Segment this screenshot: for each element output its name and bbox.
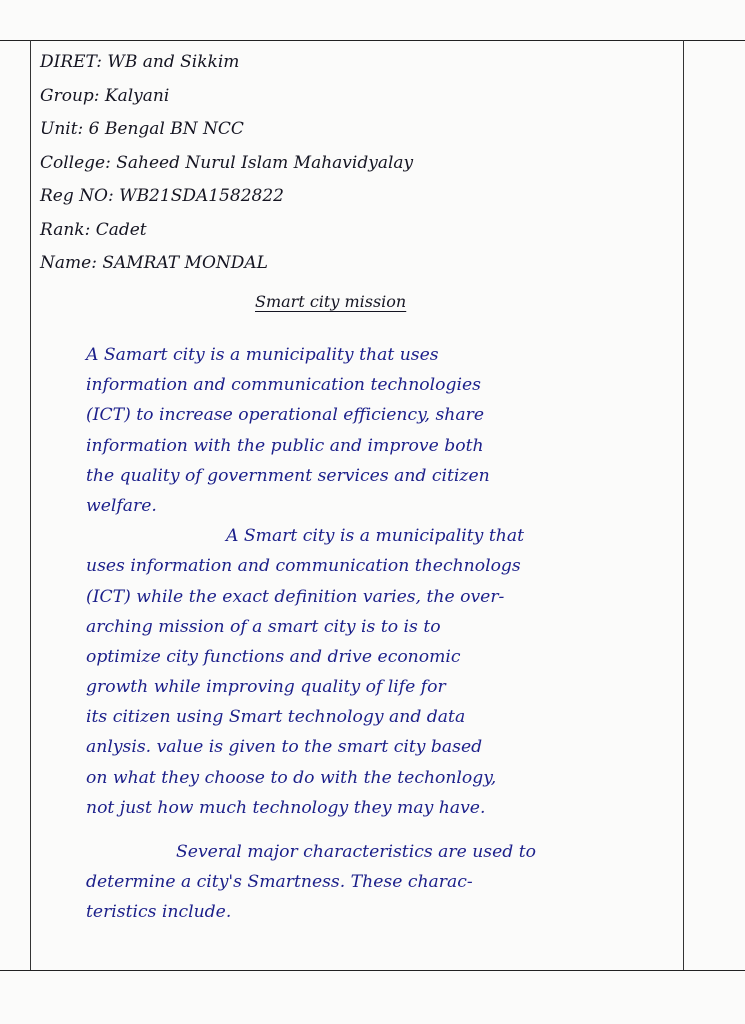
reg-no-line: Reg NO: WB21SDA1582822 — [40, 186, 284, 206]
essay-title: Smart city mission — [255, 292, 407, 311]
text-line: A Smart city is a municipality that — [226, 526, 524, 547]
text-line: arching mission of a smart city is to is to — [86, 616, 441, 637]
text-line: the quality of government services and citizen — [86, 465, 490, 486]
text-line: A Samart city is a municipality that uses — [86, 345, 439, 365]
cadet-details — [40, 46, 660, 281]
essay-body — [86, 340, 676, 928]
group-line: Group: Kalyani — [40, 85, 170, 106]
text-line: Several major characteristics are used to — [176, 842, 536, 862]
text-line: (ICT) while the exact definition varies, the over- — [86, 586, 505, 607]
top-rule-line — [0, 40, 745, 41]
text-line: (ICT) to increase operational efficiency, share — [86, 405, 485, 426]
text-line: optimize city functions and drive economic — [86, 646, 461, 667]
text-line: anlysis. value is given to the smart city based — [86, 737, 483, 758]
text-line: information with the public and improve both — [86, 435, 484, 456]
unit-line: Unit: 6 Bengal BN NCC — [40, 119, 244, 139]
text-line: teristics include. — [86, 902, 232, 923]
right-margin-line — [683, 40, 684, 970]
text-line: growth while improving quality of life for — [86, 677, 446, 698]
bottom-rule-line — [0, 970, 745, 971]
text-line: on what they choose to do with the techonlogy, — [86, 767, 497, 788]
rank-line: Rank: Cadet — [40, 219, 147, 240]
text-line: welfare. — [86, 495, 157, 516]
directorate-line: DIRET: WB and Sikkim — [40, 52, 240, 72]
text-line: its citizen using Smart technology and data — [86, 707, 466, 728]
text-line: determine a city's Smartness. These charac- — [86, 872, 473, 893]
left-margin-line — [30, 40, 31, 970]
text-line: uses information and communication thechnologs — [86, 556, 521, 577]
text-line: information and communication technologies — [86, 375, 481, 396]
college-line: College: Saheed Nurul Islam Mahavidyalay — [40, 152, 414, 173]
name-line: Name: SAMRAT MONDAL — [40, 253, 268, 273]
text-line: not just how much technology they may have. — [86, 797, 486, 818]
